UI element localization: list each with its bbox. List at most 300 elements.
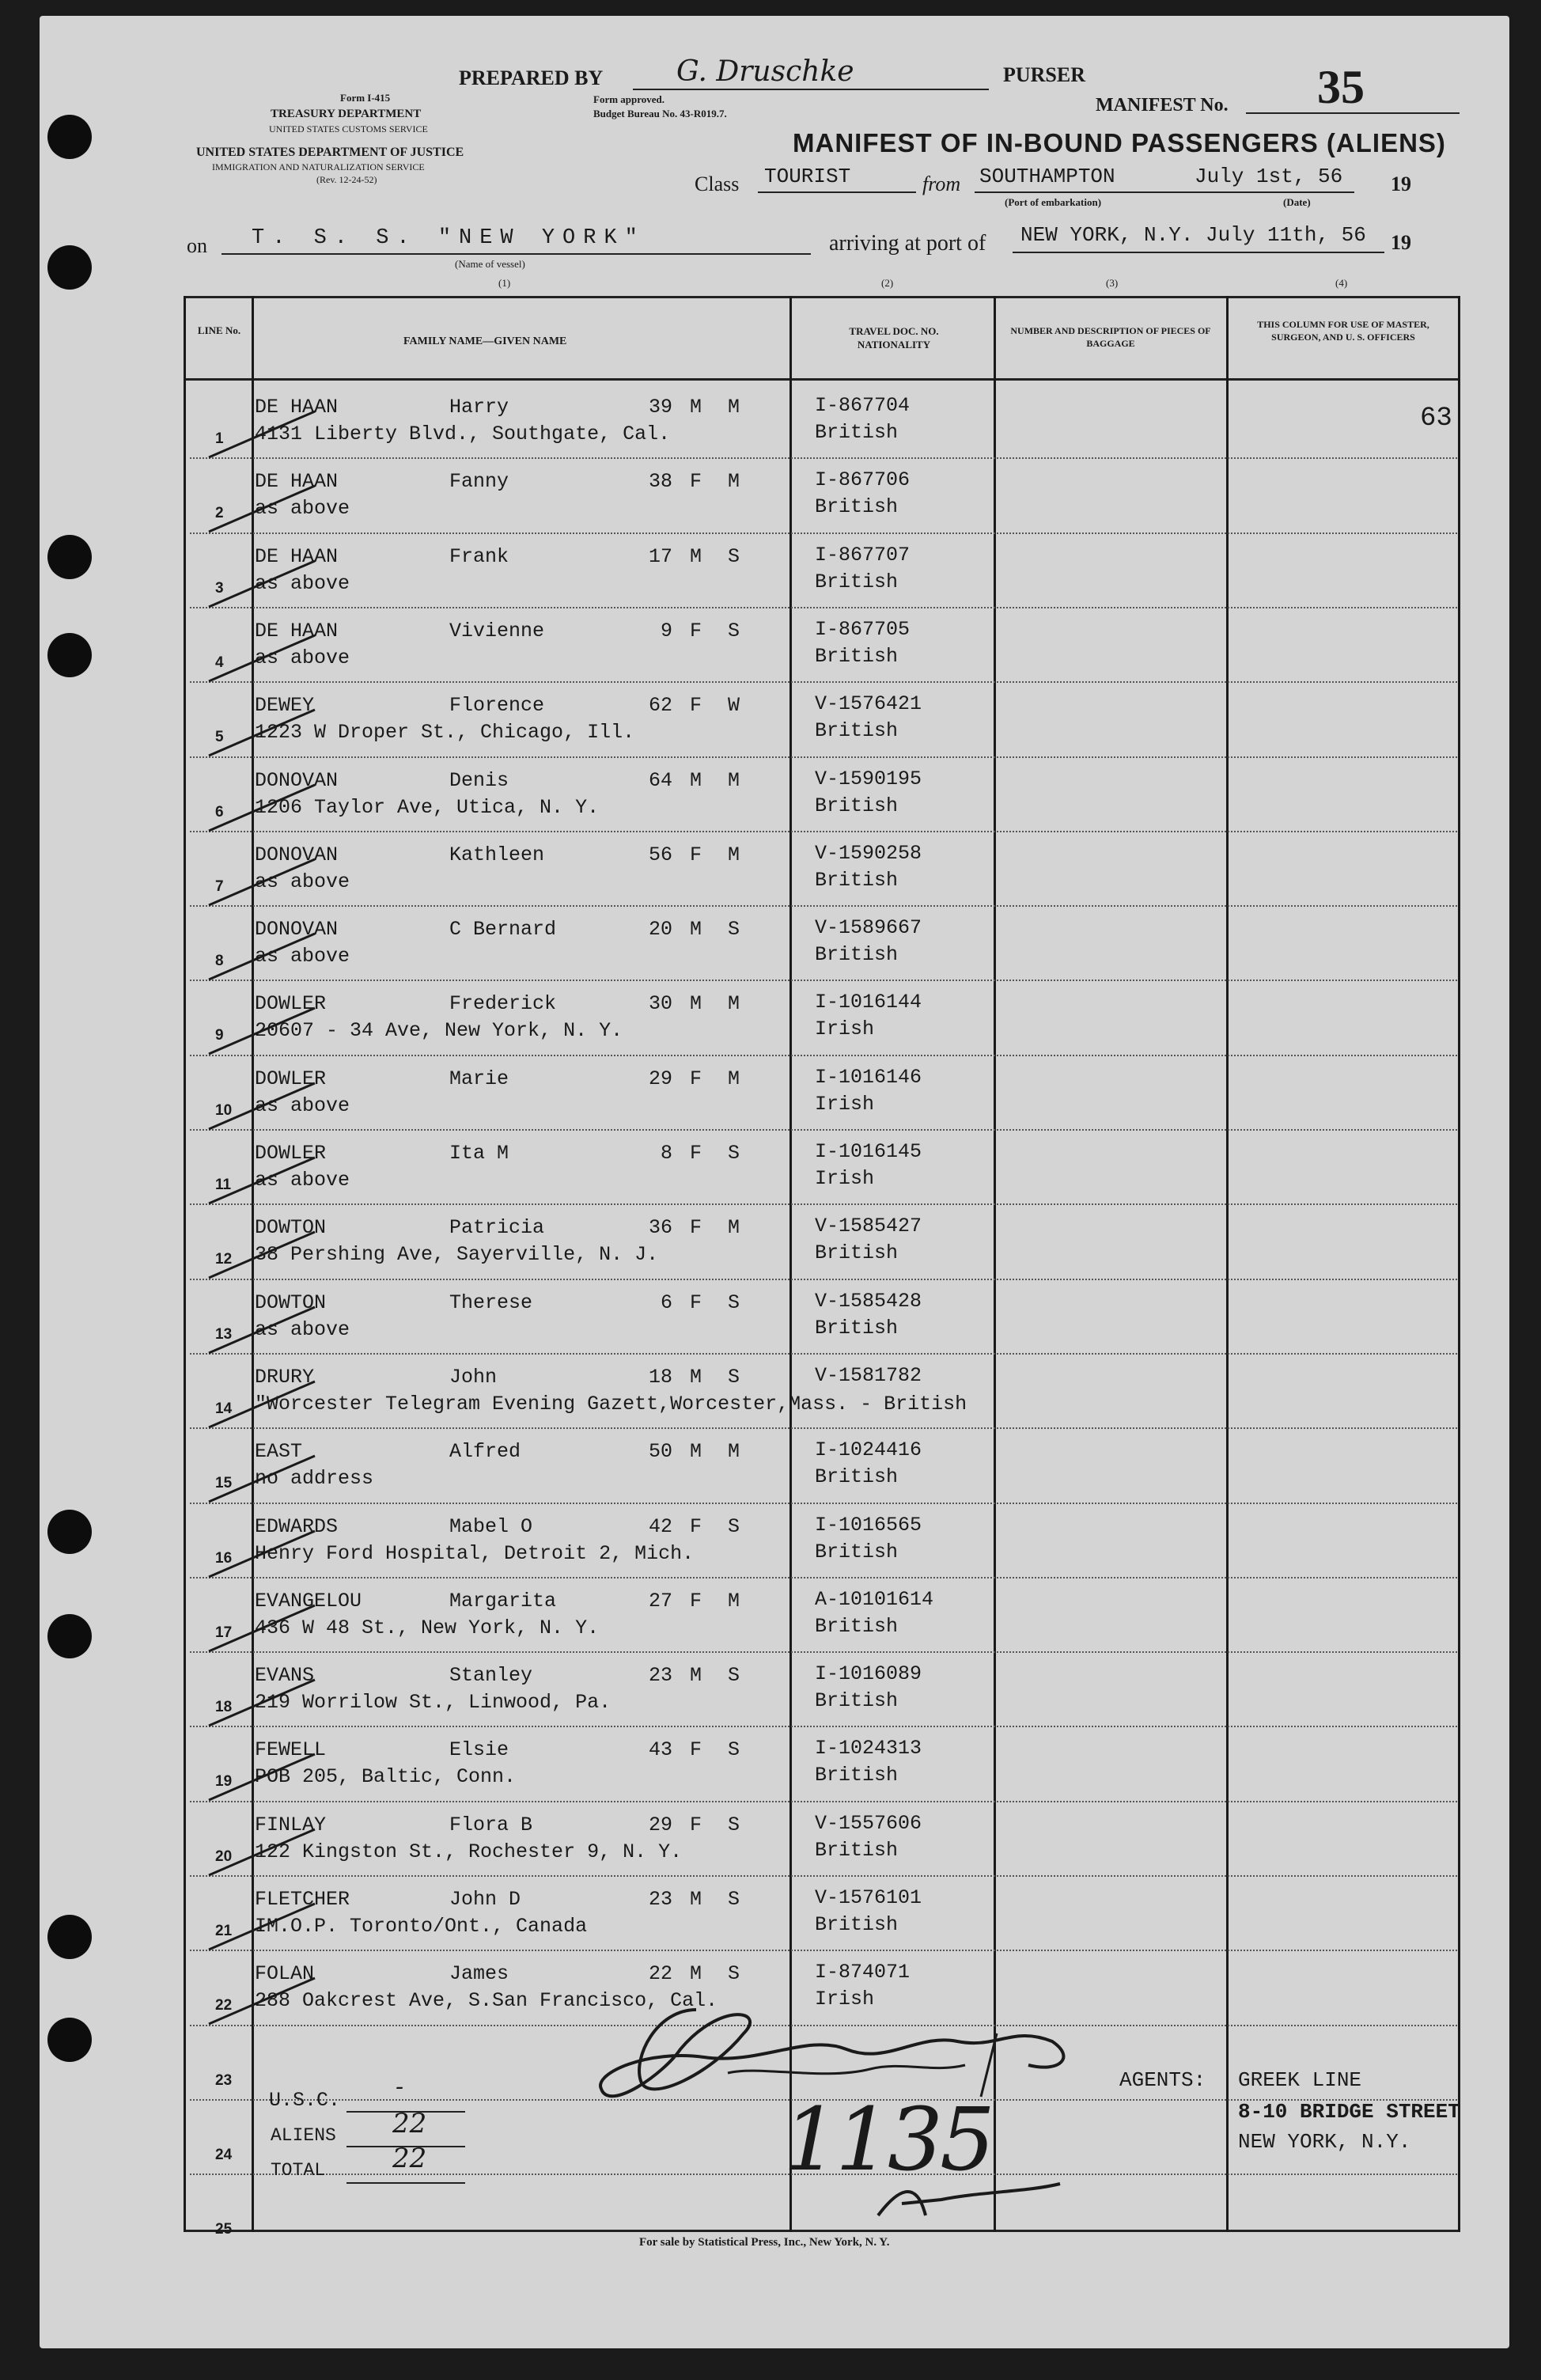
address: as above bbox=[255, 1317, 350, 1341]
col-num-4: (4) bbox=[1335, 277, 1348, 289]
marital-status: S bbox=[728, 1365, 740, 1389]
row-divider bbox=[190, 1503, 1457, 1504]
nationality: British bbox=[815, 644, 899, 668]
marital-status: M bbox=[728, 992, 740, 1016]
doj-title: UNITED STATES DEPARTMENT OF JUSTICE bbox=[196, 146, 464, 159]
footer-note: For sale by Statistical Press, Inc., New York, N. Y. bbox=[639, 2236, 890, 2249]
given-name: Frederick bbox=[449, 992, 557, 1016]
travel-doc-number: V-1557606 bbox=[815, 1811, 922, 1835]
given-name: Stanley bbox=[449, 1664, 533, 1688]
total-label: TOTAL bbox=[271, 2160, 326, 2181]
travel-doc-number: I-867704 bbox=[815, 394, 911, 417]
travel-doc-number: A-10101614 bbox=[815, 1587, 934, 1611]
given-name: John D bbox=[449, 1888, 521, 1911]
arrival-underline bbox=[1013, 252, 1384, 253]
address: as above bbox=[255, 571, 350, 595]
given-name: Florence bbox=[449, 694, 545, 718]
sex: F bbox=[690, 1216, 702, 1240]
age: 30 bbox=[648, 992, 672, 1016]
address: as above bbox=[255, 646, 350, 669]
marital-status: S bbox=[728, 619, 740, 642]
address: as above bbox=[255, 870, 350, 893]
address: 1223 W Droper St., Chicago, Ill. bbox=[255, 721, 635, 745]
family-name: DOWLER bbox=[255, 1067, 327, 1090]
total-value: 22 bbox=[392, 2143, 427, 2174]
family-name: DOWLER bbox=[255, 992, 327, 1016]
table-top-border bbox=[184, 296, 1460, 298]
check-mark bbox=[204, 1153, 331, 1208]
arriving-label: arriving at port of bbox=[829, 231, 986, 256]
line-number: 3 bbox=[215, 579, 224, 597]
given-name: Ita M bbox=[449, 1142, 509, 1165]
treasury-department: TREASURY DEPARTMENT bbox=[271, 108, 422, 120]
usc-label: U.S.C. bbox=[269, 2089, 341, 2112]
address: 122 Kingston St., Rochester 9, N. Y. bbox=[255, 1840, 683, 1863]
address: Henry Ford Hospital, Detroit 2, Mich. bbox=[255, 1541, 695, 1565]
row-divider bbox=[190, 1353, 1457, 1355]
marital-status: S bbox=[728, 1142, 740, 1165]
sex: F bbox=[690, 694, 702, 718]
travel-doc-number: V-1581782 bbox=[815, 1363, 922, 1387]
marital-status: M bbox=[728, 843, 740, 866]
check-mark bbox=[204, 1675, 331, 1730]
from-label: from bbox=[922, 172, 961, 195]
sex: F bbox=[690, 843, 702, 866]
aliens-label: ALIENS bbox=[271, 2125, 336, 2146]
prepared-by-underline bbox=[633, 89, 989, 90]
family-name: DONOVAN bbox=[255, 843, 339, 866]
revision: (Rev. 12-24-52) bbox=[316, 174, 377, 185]
line-number: 12 bbox=[215, 1251, 233, 1268]
marital-status: M bbox=[728, 396, 740, 419]
marital-status: S bbox=[728, 1664, 740, 1688]
table-right-border bbox=[1458, 296, 1460, 2232]
line-number: 25 bbox=[215, 2221, 233, 2238]
family-name: FLETCHER bbox=[255, 1888, 350, 1911]
punch-hole bbox=[47, 245, 92, 290]
check-mark bbox=[204, 1749, 331, 1805]
on-label: on bbox=[187, 234, 207, 257]
age: 36 bbox=[648, 1216, 672, 1240]
sex: M bbox=[690, 992, 702, 1016]
nationality: British bbox=[815, 1540, 899, 1563]
line-number: 6 bbox=[215, 803, 224, 820]
nationality: Irish bbox=[815, 1018, 875, 1041]
nationality: British bbox=[815, 1316, 899, 1340]
col-header-baggage: NUMBER AND DESCRIPTION OF PIECES OF BAGGAGE bbox=[1010, 325, 1211, 349]
table-left-border bbox=[184, 296, 186, 2232]
family-name: DE HAAN bbox=[255, 619, 339, 642]
nationality: British bbox=[815, 943, 899, 967]
vessel-label: (Name of vessel) bbox=[455, 258, 525, 270]
nationality: Irish bbox=[815, 1988, 875, 2011]
row-divider bbox=[190, 1203, 1457, 1205]
line-number: 8 bbox=[215, 953, 224, 970]
travel-doc-number: I-1016146 bbox=[815, 1065, 922, 1089]
given-name: Vivienne bbox=[449, 619, 545, 642]
name-column-divider bbox=[789, 296, 792, 2232]
date-label: (Date) bbox=[1283, 196, 1311, 208]
table-header-border bbox=[184, 378, 1460, 381]
family-name: DEWEY bbox=[255, 694, 315, 718]
line-number: 1 bbox=[215, 430, 224, 447]
line-number: 10 bbox=[215, 1101, 233, 1119]
given-name: John bbox=[449, 1365, 498, 1389]
usc-value: - bbox=[396, 2073, 404, 2101]
sex: M bbox=[690, 1440, 702, 1464]
address: no address bbox=[255, 1467, 374, 1491]
travel-doc-number: I-1024313 bbox=[815, 1737, 922, 1760]
line-number: 13 bbox=[215, 1325, 233, 1343]
age: 6 bbox=[660, 1290, 672, 1314]
sex: M bbox=[690, 768, 702, 792]
row-divider bbox=[190, 681, 1457, 683]
family-name: EDWARDS bbox=[255, 1514, 339, 1538]
family-name: FOLAN bbox=[255, 1962, 315, 1986]
nationality: British bbox=[815, 1689, 899, 1713]
form-number: Form I-415 bbox=[340, 92, 391, 104]
given-name: Harry bbox=[449, 396, 509, 419]
nationality: British bbox=[815, 1764, 899, 1787]
check-mark bbox=[204, 1526, 331, 1582]
family-name: DOWTON bbox=[255, 1290, 327, 1314]
travel-doc-number: I-1016565 bbox=[815, 1513, 922, 1537]
family-name: DONOVAN bbox=[255, 768, 339, 792]
family-name: DOWTON bbox=[255, 1216, 327, 1240]
row-divider bbox=[190, 1726, 1457, 1727]
agents-line-1: GREEK LINE bbox=[1238, 2068, 1362, 2092]
marital-status: M bbox=[728, 1067, 740, 1090]
address: "Worcester Telegram Evening Gazett,Worcester,Mass. - British bbox=[255, 1392, 967, 1415]
year-label-2: 19 bbox=[1391, 231, 1411, 254]
line-number: 16 bbox=[215, 1549, 233, 1567]
age: 42 bbox=[648, 1514, 672, 1538]
address: 219 Worrilow St., Linwood, Pa. bbox=[255, 1691, 611, 1715]
sex: F bbox=[690, 1142, 702, 1165]
address: 20607 - 34 Ave, New York, N. Y. bbox=[255, 1019, 623, 1043]
line-number: 22 bbox=[215, 1997, 233, 2014]
age: 27 bbox=[648, 1589, 672, 1613]
from-underline bbox=[975, 191, 1354, 193]
family-name: DE HAAN bbox=[255, 396, 339, 419]
check-mark bbox=[204, 1601, 331, 1656]
line-number: 2 bbox=[215, 505, 224, 522]
nationality: British bbox=[815, 1913, 899, 1936]
arrival-value: NEW YORK, N.Y. July 11th, 56 bbox=[1020, 223, 1366, 247]
vessel-value: T. S. S. "NEW YORK" bbox=[252, 226, 646, 250]
travel-doc-number: I-867707 bbox=[815, 543, 911, 567]
nationality: Irish bbox=[815, 1092, 875, 1116]
travel-doc-number: V-1589667 bbox=[815, 916, 922, 940]
marital-status: W bbox=[728, 694, 740, 718]
given-name: Patricia bbox=[449, 1216, 545, 1240]
given-name: James bbox=[449, 1962, 509, 1986]
row-divider bbox=[190, 457, 1457, 459]
class-label: Class bbox=[695, 172, 740, 195]
row-divider bbox=[190, 1279, 1457, 1280]
row-divider bbox=[190, 1427, 1457, 1429]
marital-status: S bbox=[728, 1813, 740, 1836]
agents-label: AGENTS: bbox=[1119, 2068, 1206, 2092]
punch-hole bbox=[47, 1614, 92, 1658]
address: 1206 Taylor Ave, Utica, N. Y. bbox=[255, 795, 600, 819]
handwritten-mark bbox=[870, 2168, 1068, 2231]
address: as above bbox=[255, 1093, 350, 1117]
address: IM.O.P. Toronto/Ont., Canada bbox=[255, 1915, 588, 1938]
budget-bureau: Budget Bureau No. 43-R019.7. bbox=[593, 108, 727, 119]
age: 18 bbox=[648, 1365, 672, 1389]
line-number: 9 bbox=[215, 1027, 224, 1044]
sex: F bbox=[690, 1813, 702, 1836]
travel-doc-number: V-1590258 bbox=[815, 841, 922, 865]
line-number: 15 bbox=[215, 1475, 233, 1492]
row-divider bbox=[190, 980, 1457, 981]
col-num-3: (3) bbox=[1106, 277, 1119, 289]
line-number: 17 bbox=[215, 1624, 233, 1641]
given-name: Therese bbox=[449, 1290, 533, 1314]
col-num-2: (2) bbox=[881, 277, 894, 289]
family-name: FEWELL bbox=[255, 1738, 327, 1762]
family-name: EAST bbox=[255, 1440, 303, 1464]
port-embarkation-label: (Port of embarkation) bbox=[1005, 196, 1102, 208]
check-mark bbox=[204, 929, 331, 984]
line-number: 19 bbox=[215, 1773, 233, 1791]
travel-doc-number: I-1024416 bbox=[815, 1438, 922, 1462]
travel-doc-number: V-1576421 bbox=[815, 692, 922, 716]
sex: F bbox=[690, 1514, 702, 1538]
purser-label: PURSER bbox=[1003, 63, 1086, 86]
check-mark bbox=[204, 481, 331, 536]
nationality: Irish bbox=[815, 1167, 875, 1190]
col-header-line-no: LINE No. bbox=[197, 324, 241, 336]
nationality: British bbox=[815, 1838, 899, 1862]
address: 436 W 48 St., New York, N. Y. bbox=[255, 1616, 600, 1639]
punch-hole bbox=[47, 1915, 92, 1959]
given-name: Kathleen bbox=[449, 843, 545, 866]
check-mark bbox=[204, 780, 331, 836]
family-name: DE HAAN bbox=[255, 470, 339, 494]
sex: M bbox=[690, 1664, 702, 1688]
given-name: Mabel O bbox=[449, 1514, 533, 1538]
sex: F bbox=[690, 1589, 702, 1613]
age: 38 bbox=[648, 470, 672, 494]
nationality: British bbox=[815, 1465, 899, 1489]
punch-hole bbox=[47, 535, 92, 579]
line-number: 14 bbox=[215, 1400, 233, 1417]
marital-status: S bbox=[728, 1888, 740, 1911]
age: 50 bbox=[648, 1440, 672, 1464]
sex: F bbox=[690, 1738, 702, 1762]
age: 17 bbox=[648, 544, 672, 568]
sex: F bbox=[690, 470, 702, 494]
given-name: Frank bbox=[449, 544, 509, 568]
travel-doc-number: V-1576101 bbox=[815, 1886, 922, 1909]
date-value: July 1st, 56 bbox=[1195, 165, 1343, 188]
given-name: Margarita bbox=[449, 1589, 557, 1613]
check-mark bbox=[204, 1451, 331, 1506]
given-name: C Bernard bbox=[449, 918, 557, 942]
given-name: Alfred bbox=[449, 1440, 521, 1464]
line-number: 20 bbox=[215, 1848, 233, 1865]
col-header-name: FAMILY NAME—GIVEN NAME bbox=[403, 335, 567, 347]
sex: M bbox=[690, 544, 702, 568]
line-number: 24 bbox=[215, 2146, 233, 2163]
check-mark bbox=[204, 1825, 331, 1880]
age: 56 bbox=[648, 843, 672, 866]
family-name: DE HAAN bbox=[255, 544, 339, 568]
line-number: 11 bbox=[215, 1177, 232, 1193]
class-value: TOURIST bbox=[764, 165, 851, 188]
travel-doc-number: I-1016144 bbox=[815, 991, 922, 1014]
check-mark bbox=[204, 1078, 331, 1134]
marital-status: S bbox=[728, 1514, 740, 1538]
sex: F bbox=[690, 619, 702, 642]
row-divider bbox=[190, 532, 1457, 534]
travel-doc-number: V-1585428 bbox=[815, 1289, 922, 1313]
customs-service: UNITED STATES CUSTOMS SERVICE bbox=[269, 123, 428, 135]
agents-line-3: NEW YORK, N.Y. bbox=[1238, 2130, 1411, 2154]
address: 38 Pershing Ave, Sayerville, N. J. bbox=[255, 1243, 659, 1267]
address: as above bbox=[255, 945, 350, 968]
row-divider bbox=[190, 1577, 1457, 1578]
year-label: 19 bbox=[1391, 172, 1411, 195]
table-bottom-border bbox=[184, 2230, 1460, 2232]
age: 22 bbox=[648, 1962, 672, 1986]
row-divider bbox=[190, 905, 1457, 907]
row-divider bbox=[190, 1055, 1457, 1056]
family-name: DONOVAN bbox=[255, 918, 339, 942]
row-divider bbox=[190, 1651, 1457, 1653]
check-mark bbox=[204, 855, 331, 910]
handwritten-number: 1135 bbox=[783, 2089, 992, 2190]
nationality: British bbox=[815, 1614, 899, 1638]
age: 20 bbox=[648, 918, 672, 942]
punch-hole bbox=[47, 1510, 92, 1554]
line-number: 4 bbox=[215, 654, 224, 671]
check-mark bbox=[204, 1003, 331, 1059]
address: 288 Oakcrest Ave, S.San Francisco, Cal. bbox=[255, 1989, 718, 2013]
age: 64 bbox=[648, 768, 672, 792]
marital-status: S bbox=[728, 1738, 740, 1762]
row-divider bbox=[190, 831, 1457, 832]
baggage-column-divider bbox=[1226, 296, 1229, 2232]
manifest-no-label: MANIFEST No. bbox=[1096, 95, 1229, 116]
manifest-title: MANIFEST OF IN-BOUND PASSENGERS (ALIENS) bbox=[793, 128, 1446, 157]
marital-status: M bbox=[728, 1216, 740, 1240]
check-mark bbox=[204, 1899, 331, 1954]
sex: M bbox=[690, 1962, 702, 1986]
punch-hole bbox=[47, 2018, 92, 2062]
marital-status: S bbox=[728, 1962, 740, 1986]
row-divider bbox=[190, 607, 1457, 608]
nationality: British bbox=[815, 868, 899, 892]
check-mark bbox=[204, 1227, 331, 1283]
given-name: Fanny bbox=[449, 470, 509, 494]
row-divider bbox=[190, 1129, 1457, 1131]
marital-status: S bbox=[728, 918, 740, 942]
travel-doc-number: I-867706 bbox=[815, 468, 911, 492]
given-name: Flora B bbox=[449, 1813, 533, 1836]
travel-doc-number: I-874071 bbox=[815, 1961, 911, 1984]
given-name: Denis bbox=[449, 768, 509, 792]
age: 9 bbox=[660, 619, 672, 642]
doc-column-divider bbox=[994, 296, 996, 2232]
travel-doc-number: I-867705 bbox=[815, 617, 911, 641]
marital-status: S bbox=[728, 1290, 740, 1314]
nationality: British bbox=[815, 1241, 899, 1265]
line-number: 23 bbox=[215, 2071, 233, 2089]
family-name: EVANGELOU bbox=[255, 1589, 362, 1613]
address: as above bbox=[255, 1169, 350, 1192]
check-mark bbox=[204, 556, 331, 612]
nationality: British bbox=[815, 495, 899, 519]
travel-doc-number: V-1585427 bbox=[815, 1215, 922, 1238]
from-value: SOUTHAMPTON bbox=[979, 165, 1115, 188]
family-name: DRURY bbox=[255, 1365, 315, 1389]
punch-hole bbox=[47, 633, 92, 677]
nationality: British bbox=[815, 570, 899, 593]
family-name: DOWLER bbox=[255, 1142, 327, 1165]
sex: M bbox=[690, 396, 702, 419]
vessel-underline bbox=[221, 253, 811, 255]
class-underline bbox=[758, 191, 916, 193]
sex: M bbox=[690, 1365, 702, 1389]
officer-note: 63 bbox=[1420, 404, 1452, 434]
marital-status: M bbox=[728, 1440, 740, 1464]
row-divider bbox=[190, 1950, 1457, 1951]
line-number: 21 bbox=[215, 1923, 233, 1939]
col-header-officers: THIS COLUMN FOR USE OF MASTER, SURGEON, AND U. S. OFFICERS bbox=[1257, 319, 1429, 343]
aliens-value: 22 bbox=[392, 2108, 427, 2139]
check-mark bbox=[204, 631, 331, 686]
sex: M bbox=[690, 1888, 702, 1911]
age: 8 bbox=[660, 1142, 672, 1165]
address: as above bbox=[255, 497, 350, 521]
given-name: Marie bbox=[449, 1067, 509, 1090]
check-mark bbox=[204, 1302, 331, 1358]
sex: F bbox=[690, 1290, 702, 1314]
agents-line-2: 8-10 BRIDGE STREET bbox=[1238, 2100, 1460, 2124]
ins-title: IMMIGRATION AND NATURALIZATION SERVICE bbox=[212, 161, 425, 172]
col-num-1: (1) bbox=[498, 277, 511, 289]
sex: M bbox=[690, 918, 702, 942]
given-name: Elsie bbox=[449, 1738, 509, 1762]
address: POB 205, Baltic, Conn. bbox=[255, 1765, 517, 1789]
sex: F bbox=[690, 1067, 702, 1090]
age: 62 bbox=[648, 694, 672, 718]
travel-doc-number: I-1016089 bbox=[815, 1662, 922, 1686]
total-underline bbox=[346, 2182, 465, 2184]
age: 29 bbox=[648, 1067, 672, 1090]
line-number: 7 bbox=[215, 877, 224, 895]
punch-hole bbox=[47, 115, 92, 159]
age: 23 bbox=[648, 1888, 672, 1911]
nationality: British bbox=[815, 794, 899, 817]
age: 39 bbox=[648, 396, 672, 419]
family-name: FINLAY bbox=[255, 1813, 327, 1836]
manifest-no-underline bbox=[1246, 112, 1460, 114]
family-name: EVANS bbox=[255, 1664, 315, 1688]
line-number: 18 bbox=[215, 1699, 233, 1716]
row-divider bbox=[190, 756, 1457, 758]
address: 4131 Liberty Blvd., Southgate, Cal. bbox=[255, 423, 671, 445]
marital-status: M bbox=[728, 470, 740, 494]
travel-doc-number: I-1016145 bbox=[815, 1140, 922, 1163]
col-header-travel-doc: TRAVEL DOC. NO. NATIONALITY bbox=[849, 325, 939, 351]
prepared-by-label: PREPARED BY bbox=[459, 66, 604, 89]
age: 23 bbox=[648, 1664, 672, 1688]
age: 29 bbox=[648, 1813, 672, 1836]
